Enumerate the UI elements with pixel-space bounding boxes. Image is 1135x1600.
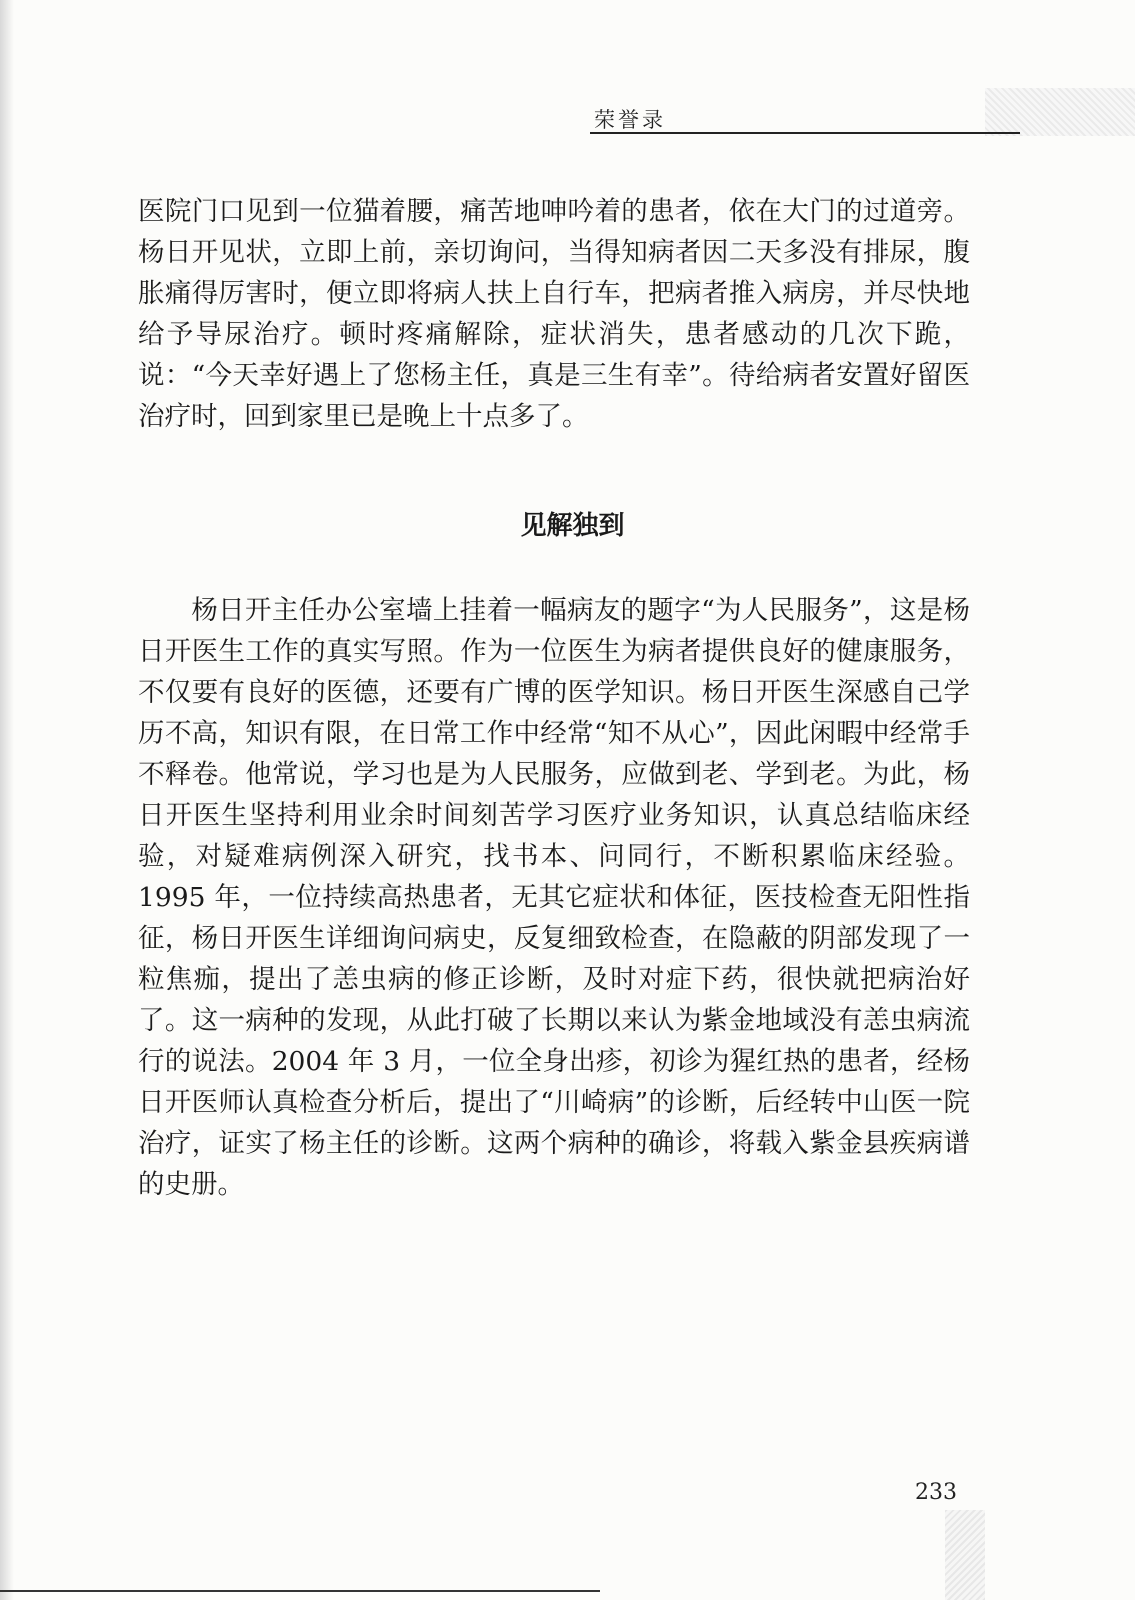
scan-shading-bottom xyxy=(945,1510,985,1600)
paragraph-section xyxy=(138,590,970,1205)
scan-left-edge xyxy=(0,0,14,1600)
page-number: 233 xyxy=(915,1480,957,1505)
paragraph-continued: 医院门口见到一位猫着腰，痛苦地呻吟着的患者，依在大门的过道旁。杨日开见状，立即上前，亲切询问，当得知病者因二天多没有排尿，腹胀痛得厉害时，便立即将病人扶上自行车，把病者推入病房，并尽快地给予导尿治疗。顿时疼痛解除，症状消失，患者感动的几次下跪，说：“今天幸好遇上了您杨主任，真是三生有幸”。待给病者安置好留医治疗时，回到家里已是晚上十点多了。 xyxy=(138,196,970,432)
paragraph-section-text: 杨日开主任办公室墙上挂着一幅病友的题字“为人民服务”，这是杨日开医生工作的真实写照。作为一位医生为病者提供良好的健康服务，不仅要有良好的医德，还要有广博的医学知识。杨日开医生深感自己学历不高，知识有限，在日常工作中经常“知不从心”，因此闲暇中经常手不释卷。他常说，学习也是为人民服务，应做到老、学到老。为此，杨日开医生坚持利用业余时间刻苦学习医疗业务知识，认真总结临床经验，对疑难病例深入研究，找书本、问同行，不断积累临床经验。1995 年，一位持续高热患者，无其它症状和体征，医技检查无阳性指征，杨日开医生详细询问病史，反复细致检查，在隐蔽的阴部发现了一粒焦痂，提出了恙虫病的修正诊断，及时对症下药，很快就把病治好了。这一病种的发现，从此打破了长期以来认为紫金地域没有恙虫病流行的说法。2004 年 3 月，一位全身出疹，初诊为猩红热的患者，经杨日开医师认真检查分析后，提出了“川崎病”的诊断，后经转中山医一院治疗，证实了杨主任的诊断。这两个病种的确诊，将载入紫金县疾病谱的史册。 xyxy=(138,595,970,1200)
running-header-title: 荣誉录 xyxy=(594,108,666,132)
scan-bottom-line xyxy=(0,1590,600,1592)
header-rule xyxy=(590,132,1020,134)
section-heading: 见解独到 xyxy=(520,511,625,541)
running-header xyxy=(590,104,1020,134)
